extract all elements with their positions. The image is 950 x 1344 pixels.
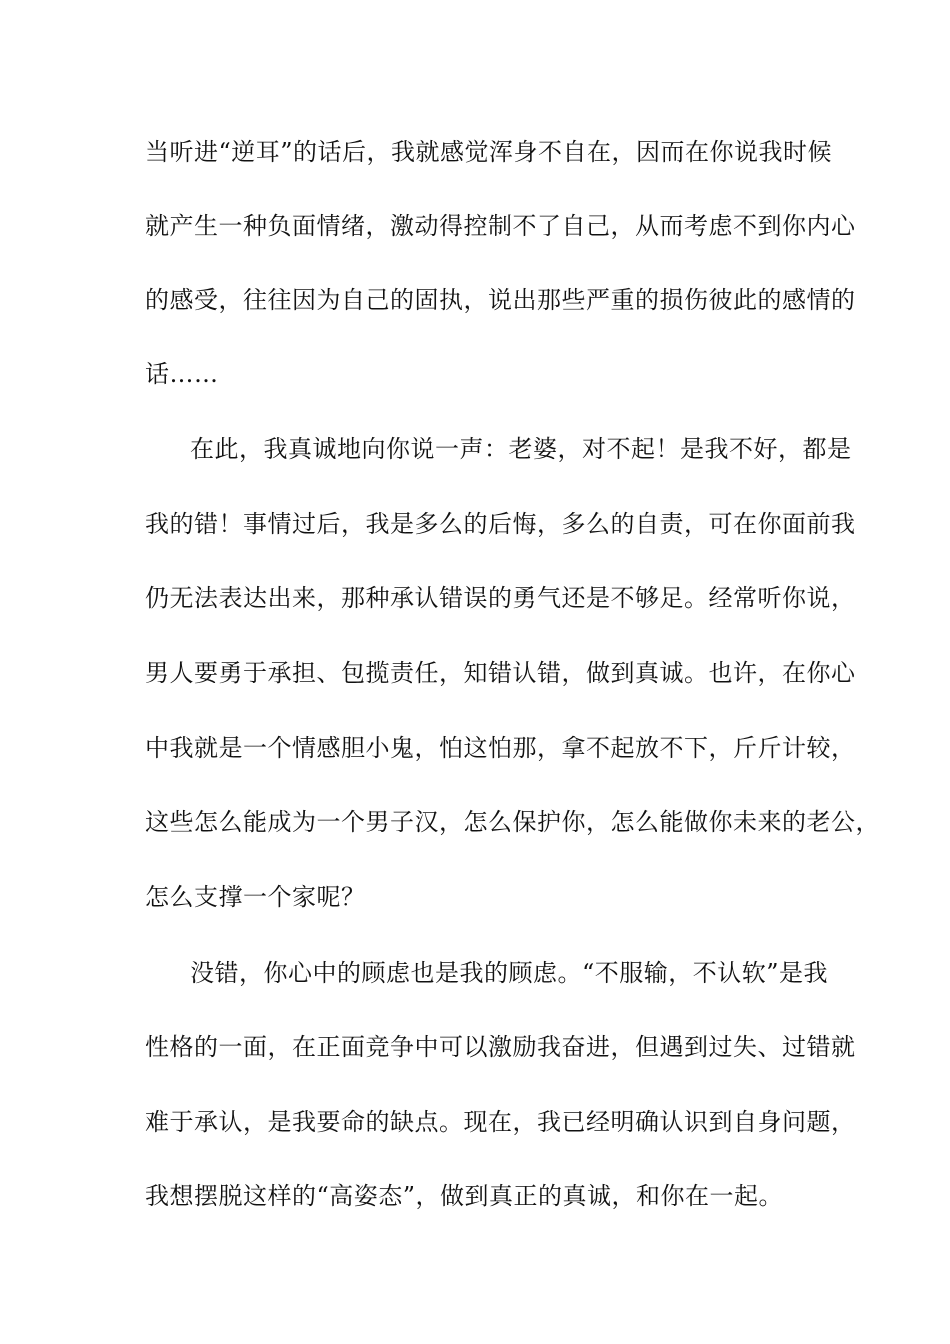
text-line-6: 我的错！事情过后，我是多么的后悔，多么的自责，可在你面前我: [145, 510, 856, 538]
text-line-13: 性格的一面，在正面竞争中可以激励我奋进，但遇到过失、过错就: [145, 1033, 856, 1061]
text-line-9: 中我就是一个情感胆小鬼，怕这怕那，拿不起放不下，斤斤计较，: [145, 734, 856, 762]
text-line-3: 的感受，往往因为自己的固执，说出那些严重的损伤彼此的感情的: [145, 286, 856, 314]
text-line-14: 难于承认，是我要命的缺点。现在，我已经明确认识到自身问题，: [145, 1108, 856, 1136]
text-line-10: 这些怎么能成为一个男子汉，怎么保护你，怎么能做你未来的老公，: [145, 808, 880, 836]
text-line-5: 在此，我真诚地向你说一声：老婆，对不起！是我不好，都是: [190, 435, 852, 463]
text-line-15: 我想摆脱这样的“高姿态”，做到真正的真诚，和你在一起。: [145, 1182, 784, 1210]
text-line-1: 当听进“逆耳”的话后，我就感觉浑身不自在，因而在你说我时候: [145, 138, 833, 166]
text-line-2: 就产生一种负面情绪，激动得控制不了自己，从而考虑不到你内心: [145, 212, 856, 240]
text-line-11: 怎么支撑一个家呢？: [145, 883, 366, 911]
text-line-7: 仍无法表达出来，那种承认错误的勇气还是不够足。经常听你说，: [145, 584, 856, 612]
text-line-8: 男人要勇于承担、包揽责任，知错认错，做到真诚。也许，在你心: [145, 659, 856, 687]
text-line-12: 没错，你心中的顾虑也是我的顾虑。“不服输，不认软”是我: [190, 959, 829, 987]
text-line-4: 话……: [145, 360, 219, 388]
